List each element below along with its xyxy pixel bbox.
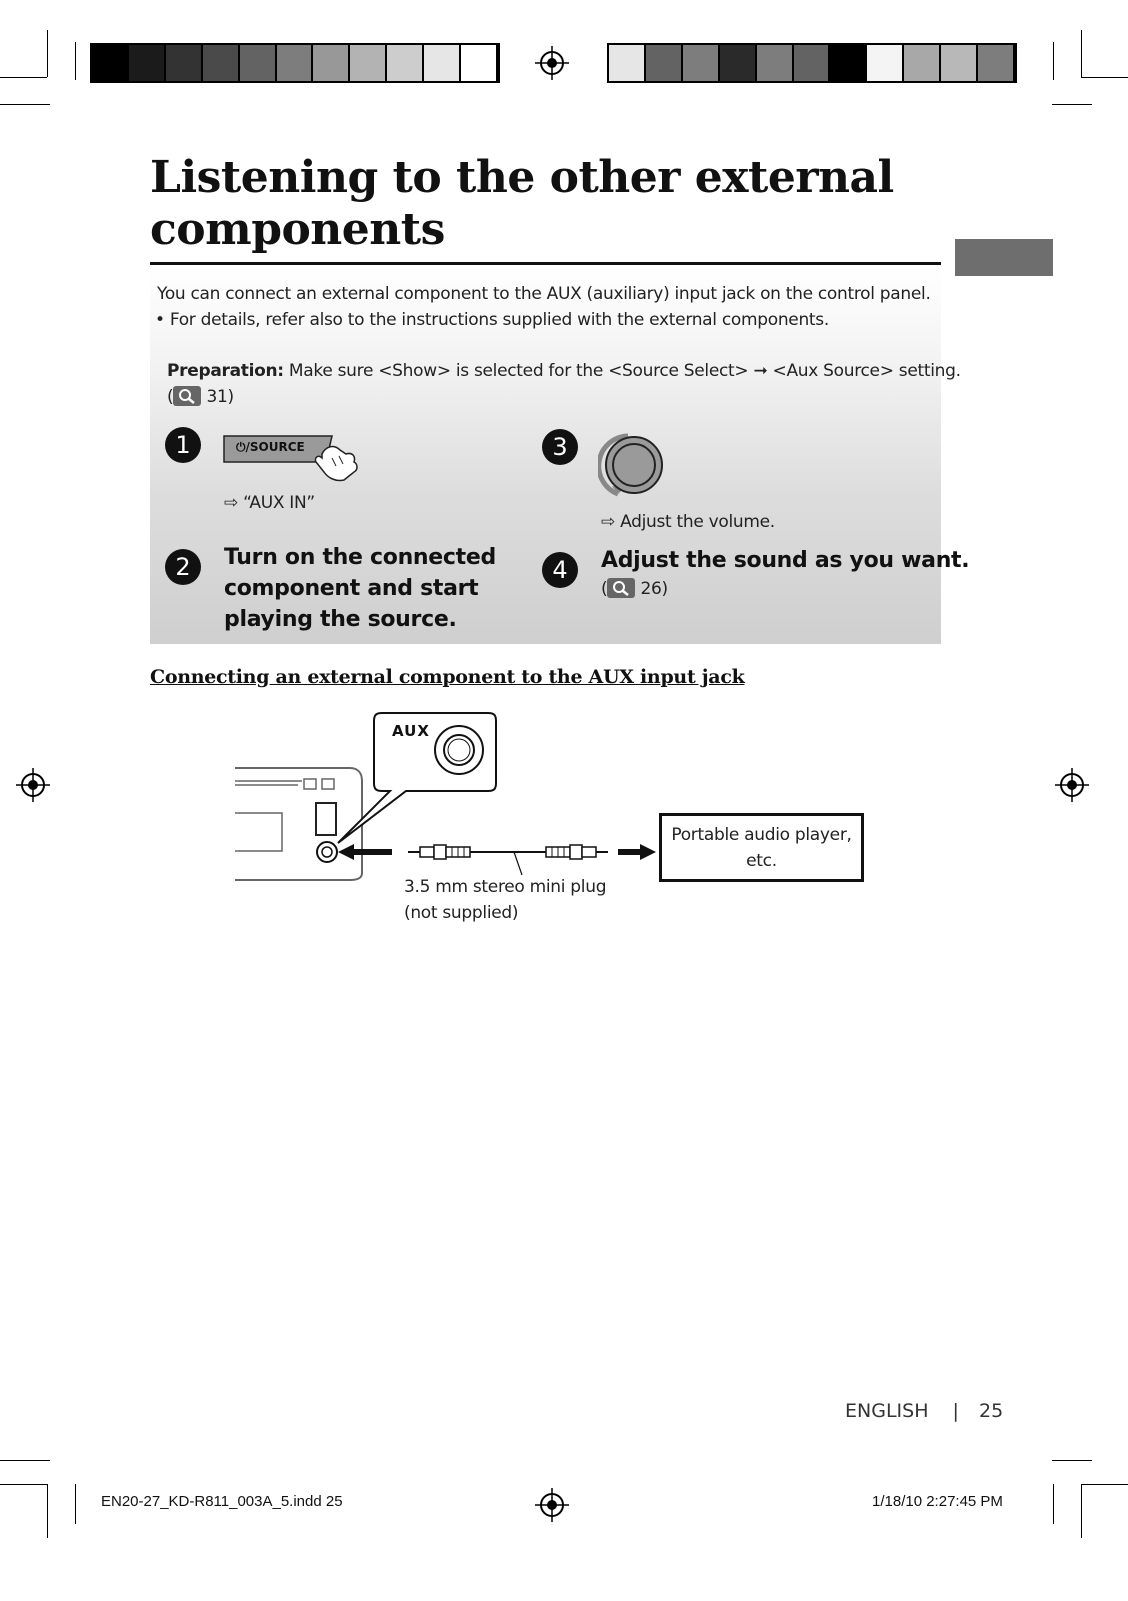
magnifier-ref-icon (173, 386, 201, 406)
step-4-ref (601, 576, 668, 602)
registration-target-icon (535, 46, 569, 80)
color-swatch (129, 45, 166, 81)
section-tab (955, 239, 1053, 276)
result-arrow-icon: ⇨ (224, 493, 238, 513)
step-3-result (601, 509, 775, 535)
color-swatch (313, 45, 350, 81)
plug-caption-line-2: (not supplied) (404, 903, 519, 923)
registration-target-icon (16, 768, 50, 802)
magnifier-ref-icon (607, 578, 635, 598)
result-arrow-icon: ⇨ (601, 512, 615, 532)
preparation-body-2: <Aux Source> setting. (772, 361, 961, 381)
step-2-heading-line: Turn on the connected (224, 545, 496, 570)
footer-separator: | (952, 1400, 959, 1422)
step-2-heading-line: playing the source. (224, 607, 457, 632)
aux-connection-diagram (230, 705, 670, 890)
color-swatch (646, 45, 683, 81)
ref-page: 26) (640, 579, 668, 599)
preparation-text (167, 358, 961, 384)
plug-caption (404, 874, 606, 926)
step-2-number: 2 (165, 549, 201, 585)
preparation-body: Make sure <Show> is selected for the <Source Select> (288, 361, 749, 381)
step-4-number: 4 (542, 552, 578, 588)
color-swatch (387, 45, 424, 81)
color-bar-right (607, 43, 1017, 83)
color-swatch (904, 45, 941, 81)
volume-knob-icon (598, 432, 668, 500)
step-1-result-text: “AUX IN” (243, 493, 315, 513)
registration-target-icon (535, 1488, 569, 1522)
ref-page: 31) (206, 387, 234, 407)
language-label: ENGLISH (845, 1400, 929, 1422)
intro-bullet: • For details, refer also to the instructions supplied with the external components. (155, 310, 829, 330)
step-2-heading (224, 542, 496, 635)
color-swatch (867, 45, 904, 81)
color-swatch (609, 45, 646, 81)
step-3-number: 3 (542, 429, 578, 465)
intro-text: You can connect an external component to the AUX (auxiliary) input jack on the control panel. (157, 284, 931, 304)
color-swatch (166, 45, 203, 81)
color-swatch (240, 45, 277, 81)
portable-player-label-line-2: etc. (746, 850, 777, 871)
color-swatch (424, 45, 461, 81)
registration-target-icon (1055, 768, 1089, 802)
title-rule (150, 262, 941, 265)
color-swatch (203, 45, 240, 81)
color-swatch (277, 45, 314, 81)
portable-player-label-line-1: Portable audio player, (671, 824, 852, 845)
preparation-ref (167, 384, 234, 410)
plug-caption-line-1: 3.5 mm stereo mini plug (404, 877, 607, 897)
arrow-icon: ➞ (753, 361, 768, 381)
source-button-label: ⏻/SOURCE (236, 440, 305, 454)
step-1-number: 1 (165, 427, 201, 463)
print-slug-left: EN20-27_KD-R811_003A_5.indd 25 (101, 1493, 343, 1510)
color-swatch (941, 45, 978, 81)
page-number: 25 (978, 1400, 1004, 1422)
color-swatch (757, 45, 794, 81)
color-swatch (794, 45, 831, 81)
aux-label: AUX (392, 722, 430, 740)
preparation-label: Preparation: (167, 361, 284, 381)
color-swatch (350, 45, 387, 81)
page-title (150, 152, 950, 256)
step-4-heading: Adjust the sound as you want. (601, 548, 970, 573)
color-swatch (92, 45, 129, 81)
page-title-line-2: components (150, 204, 445, 255)
page-footer (845, 1400, 1003, 1422)
color-swatch (683, 45, 720, 81)
step-3-result-text: Adjust the volume. (620, 512, 775, 532)
color-swatch (830, 45, 867, 81)
ref-open: ( (601, 579, 608, 599)
step-2-heading-line: component and start (224, 576, 479, 601)
step-1-result (224, 490, 315, 516)
section-heading: Connecting an external component to the AUX input jack (150, 666, 745, 688)
color-swatch (720, 45, 757, 81)
ref-open: ( (167, 387, 174, 407)
color-bar-left (90, 43, 500, 83)
page-title-line-1: Listening to the other external (150, 152, 894, 203)
print-slug-right: 1/18/10 2:27:45 PM (872, 1493, 1003, 1510)
color-swatch (461, 45, 498, 81)
color-swatch (978, 45, 1015, 81)
portable-player-box (659, 813, 864, 882)
